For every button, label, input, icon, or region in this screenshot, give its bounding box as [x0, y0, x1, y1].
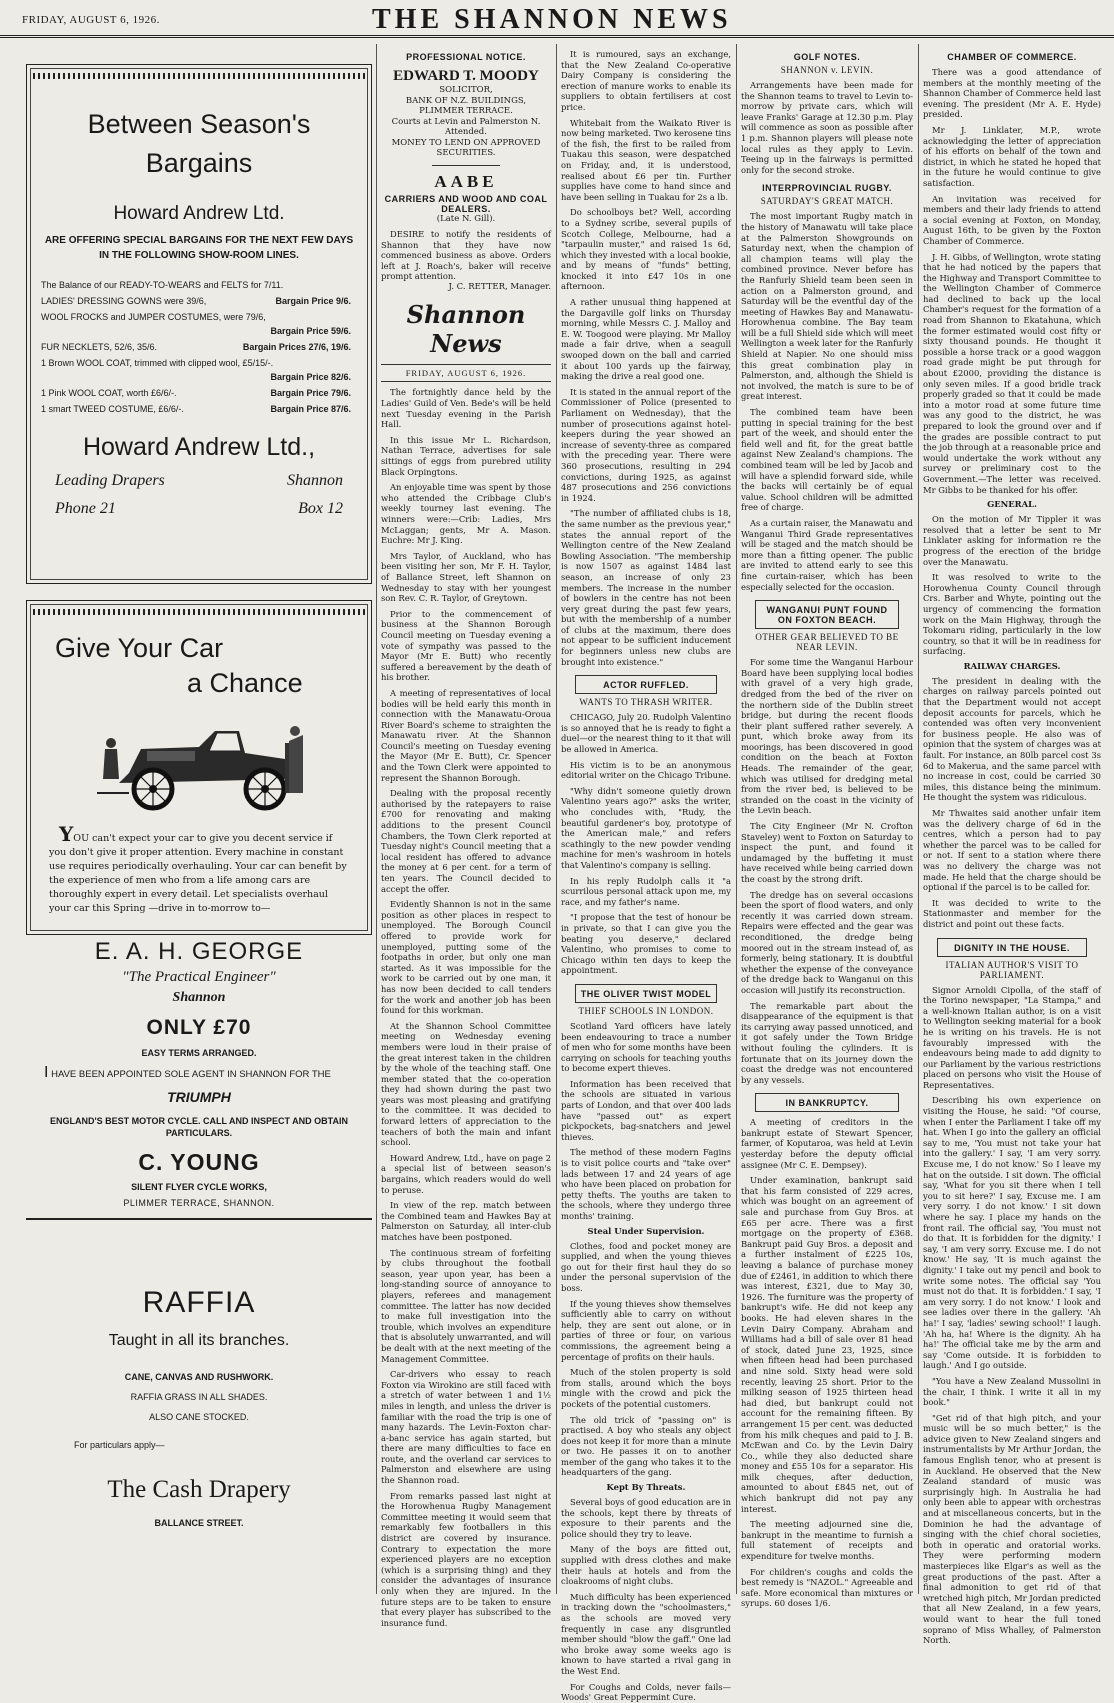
news-paragraph: There was a good attendance of members at the monthly meeting of the Shannon Chamber of Commerce held last evening. The president (Mr A. E. Hyde) presided.	[923, 67, 1101, 120]
news-paragraph: The most important Rugby match in the history of Manawatu will take place at the Palmerston Showgrounds on Saturday next, when the champion of all champion teams will play the combined province. Never before has the Ranfurly Shield team been seen in action on a Palmerston ground, and Saturday will be the eventful day of the meeting of Hawkes Bay and Manawatu-Horowhenua combine. The Bay team will be a full Shield side which will meet Wellington a week later for the Ranfurly Shield at Napier. No one should miss this great combination play in Palmerston, and, although the Shield is not involved, the match is sure to be of great interest.	[741, 211, 913, 402]
news-paragraph: The continuous stream of forfeiting by clubs throughout the football season, year upon year, has been a long-standing source of annoyance to players, referees and management committee. The latter has now decided to make full investigation into the trouble, which involves an expenditure that is absolutely unwarranted, and will be dealt with at the next meeting of the Management Committee.	[381, 1247, 551, 1364]
news-paragraph: Mrs Taylor, of Auckland, who has been visiting her son, Mr F. H. Taylor, of Ballance Street, left Shannon on Wednesday to stay with her youngest son Rev. C. R. Taylor, of Greytown.	[381, 550, 551, 604]
bargain-price: Bargain Prices 27/6, 19/6.	[242, 342, 351, 352]
news-paragraph: Dealing with the proposal recently authorised by the ratepayers to raise £700 for renovating and making additions to the present Council Chambers, the Town Clerk reported at Tuesday night's Council meeting that a local resident has offered to advance the money at 6 per cent. for a term of ten years. The Council decided to accept the offer.	[381, 788, 551, 894]
news-paragraph: It was decided to write to the Stationmaster and member for the district and point out these facts.	[923, 897, 1101, 929]
news-paragraph: The meeting adjourned sine die, bankrupt in the meantime to furnish a full statement of receipts and expenditure for twelve months.	[741, 1519, 913, 1562]
news-paragraph: "You have a New Zealand Mussolini in the chair, I think. I write it all in my book."	[923, 1375, 1101, 1408]
news-paragraph: J. H. Gibbs, of Wellington, wrote stating that he had noticed by the papers that the Highway and Transport Committee to the Wellington Chamber of Commerce had declined to back up the local Chamber's request for the formation of a road from Shannon to Ekatahuna, which the former estimated would cost fifty or sixty thousand pounds. He thought it possible a horse track or a good waggon road grade might be put through for about £2000, providing the distance is only seven miles. If a good bridle track properly graded so that it could be made into a motor road at some future time was any good to the district, he was prepared to look the ground over and if the grades are possible contract to put the job through at a reasonable price and would undertake the work without any survey or preliminary cost to the Government.—The letter was received. Mr Gibbs to be thanked for his offer.	[923, 251, 1101, 495]
advertiser-tagline: "The Practical Engineer"	[122, 969, 276, 985]
advertisements-column	[16, 48, 372, 1594]
notice-line: (Late N. Gill).	[436, 213, 496, 224]
article-heading-box	[575, 984, 717, 1003]
bargain-item-text: LADIES' DRESSING GOWNS were 39/6,	[41, 296, 207, 306]
news-paragraph: The fortnightly dance held by the Ladies' Guild of Ven. Bede's will be held next Tuesday evening in the Parish Hall.	[381, 387, 551, 430]
bargain-list	[41, 277, 357, 417]
bargain-item-text: 1 Pink WOOL COAT, worth £6/6/-.	[41, 388, 177, 398]
bargain-item	[41, 355, 357, 385]
news-paragraph: It is stated in the annual report of the Commissioner of Police (presented to Parliament on Wednesday), that the number of prosecutions against hotel-keepers during the year showed an increase of seventy-three as compared with the preceding year. There were 360 prosecutions, resulting in 294 convictions, during 1925, as against 487 prosecutions and 256 convictions in 1924.	[561, 386, 731, 503]
news-paragraph: Prior to the commencement of business at the Shannon Borough Council meeting on Tuesday evening a vote of sympathy was passed to the Mayor (Mr E. Butt) who recently suffered a bereavement by the death of his brother.	[381, 608, 551, 683]
news-paragraph: Evidently Shannon is not in the same position as other places in respect to unemployed. The Borough Council offered to provide work for unemployed, putting some of the footpaths in order, but only one man started. As it was impossible for the work to be carried out by one man, it has now been decided to call tenders for the work and another job has been found for this workman.	[381, 899, 551, 1016]
news-paragraph: The remarkable part about the disappearance of the equipment is that its carrying away passed unnoticed, and it got safely under the Town Bridge without fouling the cylinders. It is fortunate that on its journey down the coast the dredge was not encountered by any vessels.	[741, 1000, 913, 1085]
car-service-advert	[26, 600, 372, 935]
notice-signature: J. C. RETTER, Manager.	[448, 281, 551, 292]
decorative-border	[33, 73, 365, 79]
news-column-2	[561, 44, 731, 1703]
news-paragraph: The City Engineer (Mr N. Crofton Staveley) went to Foxton on Saturday to inspect the punt, and found it undamaged by the buffeting it must have received while being carried down the coast by the strong drift.	[741, 821, 913, 884]
news-column-1	[381, 44, 551, 1628]
news-paragraph: In view of the rep. match between the Combined team and Hawkes Bay at Palmerston on Saturday, all inter-club matches have been postponed.	[381, 1200, 551, 1242]
bargain-item-text: FUR NECKLETS, 52/6, 35/6.	[41, 342, 158, 352]
news-paragraph: Arrangements have been made for the Shannon teams to travel to Levin to-morrow by private cars, which will leave Franks' Garage at 12.30 p.m. Play will commence as soon as possible after 1 p.m. Shannon players will please note local rules as they apply to Levin. Teeing up in the fairways is permitted only for the second stroke.	[741, 80, 913, 175]
car-advert-signature	[26, 938, 372, 1006]
bargain-price: Bargain Price 59/6.	[270, 326, 351, 336]
news-paragraph: Under examination, bankrupt said that his farm consisted of 229 acres, which was bought on an agreement of sale and purchase from Guy Bros. at £65 per acre. There was a first mortgage on the property of £368. Bankrupt paid Guy Bros. a deposit and a further instalment of £225 10s, leaving a balance of purchase money due of £2461, in addition to which there was interest, £321, due to May 30, 1926. The furniture was the property of bankrupt's wife. He did not keep any books. He had eleven shares in the Levin Dairy Company. Abraham and Williams had a bill of sale over 81 head of stock, dated June 23, 1925, since when fifteen head had been purchased and nine sold. Sixty head were sold recently, leaving 25 short. Prior to the milking season of 1925 thirteen head had died, but bankrupt could not account for the remaining fifteen. By arrangement 15 per cent. was deducted from his milk cheques and paid to J. B. McEwan and Co. by the Levin Dairy Co., while they also deducted share money and £55 10s for a separator. His milk cheques, after deduction, amounted to about £845 net, out of which bankrupt did not pay any interest.	[741, 1175, 913, 1514]
advert-line: CANE, CANVAS AND RUSHWORK.	[124, 1372, 274, 1382]
article-heading: GOLF NOTES.	[793, 52, 861, 62]
carrier-name: AABE	[434, 171, 498, 191]
news-paragraph: Signor Arnoldi Cipolla, of the staff of the Torino newspaper, "La Stampa," and a well-known Italian author, is on a visit to Wellington seeking material for a book he is writing on his travels. He is not favourably impressed with the endeavours being made to add dignity to our Parliament by the various restrictions placed on persons who visit the House of Representatives.	[923, 984, 1101, 1090]
advert-detail-row	[55, 500, 343, 528]
news-paragraph: "The number of affiliated clubs is 18, the same number as the previous year," states the annual report of the Wellington centre of the New Zealand Bowling Association. "The membership is now 1507 as against 1484 last season, an increase of only 23 members. The increase in the number of bowlers in the centre has not been very great during the past few years, but with the membership of a number of clubs at the maximum, there does not appear to be sufficient inducement for beginners unless new clubs are brought into existence."	[561, 508, 731, 667]
news-paragraph: Information has been received that the schools are situated in various parts of London, and that over 400 lads have "passed out" as expert pickpockets, bag-snatchers and jewel thieves.	[561, 1078, 731, 1142]
article-subheading: ITALIAN AUTHOR'S VISIT TO PARLIAMENT.	[945, 959, 1079, 980]
masthead	[0, 0, 1114, 38]
advert-brand: TRIUMPH	[167, 1089, 231, 1105]
news-paragraph: "Get rid of that high pitch, and your music will be so much better," is the advice given to New Zealand singers and instrumentalists by Mr Arthur Jordan, the famous English tenor, who at present is in Auckland. He observed that the New Zealand standard of music was surprisingly high. In Australia he had only been able to appear with orchestras and at miscellaneous concerts, but in the Dominion he had the advantage of singing with the chief choral societies, both in operatic and oratorial works. They were performing modern masterpieces like Elgar's as well as the great productions of the past. After a final admonition to get rid of that wretched high pitch, Mr Jordan predicted that all New Zealand, in a few years, would want to hear the full toned soprano of Miss Whalley, of Palmerston North.	[923, 1412, 1101, 1646]
bargain-item	[41, 385, 357, 401]
news-paragraph: A meeting of representatives of local bodies will be held early this month in connection with the Manawatu-Oroua River Board's scheme to straighten the Manawatu river. At the Shannon Council's meeting on Tuesday evening the Mayor (Mr E. Butt), Cr. Spencer and the Town Clerk were appointed to represent the Shannon Borough.	[381, 687, 551, 783]
drop-cap: I	[44, 1064, 49, 1081]
advertiser-address: PLIMMER TERRACE, SHANNON.	[123, 1198, 275, 1208]
notice-text: DESIRE to notify the residents of Shannon that they have now commenced business as above. Orders left at J. Roach's, baker will receive prompt attention.	[381, 229, 551, 282]
advert-terms: EASY TERMS ARRANGED.	[141, 1048, 257, 1058]
raffia-advert	[26, 1286, 372, 1528]
bargain-price: Bargain Price 82/6.	[270, 372, 351, 382]
notice-line: MONEY TO LEND ON APPROVED SECURITIES.	[391, 137, 541, 158]
column-rule	[736, 44, 737, 1594]
article-subheading: SATURDAY'S GREAT MATCH.	[760, 196, 894, 207]
advert-body-copy: HAVE BEEN APPOINTED SOLE AGENT IN SHANNON FOR THE	[48, 1069, 331, 1080]
advert-detail-row	[55, 472, 343, 500]
bargain-price: Bargain Price 79/6.	[270, 388, 351, 398]
bargain-item	[41, 309, 357, 339]
advert-line: RAFFIA GRASS IN ALL SHADES.	[130, 1392, 268, 1402]
advert-heading: a Chance	[187, 668, 303, 698]
masthead-date: FRIDAY, AUGUST 6, 1926.	[22, 14, 160, 26]
advert-phone: Phone 21	[55, 500, 116, 517]
bargain-item-text: The Balance of our READY-TO-WEARS and FELTS for 7/11.	[41, 280, 284, 290]
notice-line: Courts at Levin and Palmerston N. Attended.	[391, 116, 541, 137]
advertiser-town: Shannon	[172, 990, 226, 1005]
bargain-price: Bargain Price 9/6.	[275, 296, 351, 306]
column-rule	[918, 44, 919, 1594]
article-heading-box	[575, 675, 717, 694]
news-paragraph: Mr J. Linklater, M.P., wrote acknowledging the letter of appreciation of his efforts on behalf of the town and district, in which he stated he hoped that in the future he would continue to give satisfaction.	[923, 124, 1101, 188]
advert-body-text: ENGLAND'S BEST MOTOR CYCLE. CALL AND INSPECT AND OBTAIN PARTICULARS.	[50, 1116, 348, 1138]
article-subheading: THIEF SCHOOLS IN LONDON.	[578, 1005, 714, 1016]
advertiser-name: C. YOUNG	[138, 1149, 260, 1175]
decorative-border	[33, 609, 365, 615]
notice-line: BANK OF N.Z. BUILDINGS,	[405, 95, 527, 106]
news-paragraph: Do schoolboys bet? Well, according to a Sydney scribe, several pupils of Scotch College, Melbourne, had a "tarpaulin muster," and raised 1s 6d, which they invested with a local bookie, and by means of "funds" betting, knocked it into £47 10s in one afternoon.	[561, 207, 731, 292]
advert-price-heading: ONLY £70	[146, 1016, 252, 1039]
advert-firm-name: Howard Andrew Ltd.,	[82, 433, 316, 461]
news-paragraph: Car-drivers who essay to reach Foxton via Wirokino are still faced with a stretch of water between 1 and 1½ miles in length, and unless the driver is familiar with the road the trip is one of many hazards. The Levin-Foxton char-a-banc service has again started, but there are many difficulties to face en route, and the overland car services to Palmerston and elsewhere are using the Shannon road.	[381, 1369, 551, 1486]
news-paragraph: Scotland Yard officers have lately been endeavouring to trace a number of men who for some months have been carrying on schools for teaching youths to become expert thieves.	[561, 1020, 731, 1074]
news-paragraph: The old trick of "passing on" is practised. A boy who steals any object does not keep it for more than a minute or two. He passes it on to another member of the gang who takes it to the headquarters of the gang.	[561, 1414, 731, 1478]
news-paragraph: A meeting of creditors in the bankrupt estate of Stewart Spencer, farmer, of Koputaroa, was held at Levin yesterday before the deputy official assignee (Mr C. E. Dempsey).	[741, 1117, 913, 1170]
news-paragraph: As a curtain raiser, the Manawatu and Wanganui Third Grade representatives will be staged and the match should be more than a fitting opener. The public are invited to attend early to see this fine curtain-raiser, which has been especially selected for the occasion.	[741, 517, 913, 592]
advert-body-copy: OU can't expect your car to give you decent service if you don't give it proper attention. Every machine in constant use requires periodically overhauling. Your car can benefit by the experience of men who from a life among cars are thoroughly expert in every detail. Let specialists overhaul your car this Spring —drive in to-morrow to—	[49, 833, 347, 914]
article-heading-box	[755, 1093, 899, 1112]
news-paragraph: "I propose that the test of honour be in private, so that I can give you the beating you deserve," declared Valentino, who promises to come to Chicago within ten days to keep the appointment.	[561, 912, 731, 976]
news-column-4	[923, 44, 1101, 1646]
article-sidehead: Kept By Threats.	[606, 1482, 686, 1493]
news-paragraph: It was resolved to write to the Horowhenua County Council through Crs. Barber and Whyte, pointing out the urgency of commencing the formation work on the Main Highway, through the Tokomaru riding, particularly in the low country, so that it will be in readiness for surfacing.	[923, 572, 1101, 657]
news-paragraph: If the young thieves show themselves sufficiently able to carry on without help, they are sent out alone, or in parties of three or four, on various commissions, the agreement being a percentage of profits on their hauls.	[561, 1298, 731, 1362]
bargain-price: Bargain Price 87/6.	[270, 404, 351, 414]
article-heading: WANGANUI PUNT FOUND ON FOXTON BEACH.	[766, 605, 888, 626]
news-paragraph: A rather unusual thing happened at the Dargaville golf links on Thursday morning, while Messrs C. J. Malloy and E. W. Toogood were playing. Mr Malloy made a fair drive, when a seagull swooped down on the ball and carried it about 100 yards up the fairway, making the drive a real good one.	[561, 297, 731, 382]
news-paragraph: Describing his own experience on visiting the House, he said: "Of course, when I enter the Parliament I take off my hat. When I go into the gallery an official say to me, 'You must not take your hat into the gallery.' I say, 'I am very sorry. Excuse me, I do not know.' So I leave my hat on the outside. I sit down. The official say, 'What for you sit there when I tell you to sit here?' I say, Excuse me. I am very sorry. I do not know.' I sit down where he say. I place my hands on the front rail. The official say, 'You must not do that. It is forbidden for the dignity.' I say, 'I am very sorry. Excuse me. I do not know.' He say, 'It is much against the dignity.' I take out my pencil and book to write some notes. The official say 'You must not do that. It is forbidden.' I say, 'I am very sorry. I do not know.' I look and see ladies over there in the gallery. 'Ah ha!' I say, 'ladies' sewing school!' I laugh. 'Ah ha, ha! Where is the dignity. Ah ha ha!' The official take me by the arm and say 'Come outside. It is forbidden to laugh.' And I go outside.	[923, 1095, 1101, 1371]
advert-body-text	[49, 822, 349, 916]
bargain-item	[41, 339, 357, 355]
advertiser-name: The Cash Drapery	[107, 1476, 291, 1503]
solicitor-name: EDWARD T. MOODY	[393, 68, 539, 84]
news-column-3	[741, 44, 913, 1609]
article-heading: CHAMBER OF COMMERCE.	[947, 52, 1077, 62]
issue-dateline: FRIDAY, AUGUST 6, 1926.	[381, 364, 551, 382]
news-paragraph: The dredge has on several occasions been the sport of flood waters, and only recently it was carried down stream. Repairs were effected and the gear was reconditioned, the dredge being moored out in the stream instead of, as formerly, being stationary. It is doubtful whether the expense of the conveyance of the dredge back to Wanganui on this occasion will justify its reconstruction.	[741, 889, 913, 995]
advert-heading: Give Your Car	[55, 633, 224, 663]
advertiser-name: E. A. H. GEORGE	[94, 938, 304, 965]
article-heading-box	[755, 600, 899, 629]
article-heading: THE OLIVER TWIST MODEL	[580, 988, 712, 999]
advert-body-text	[44, 1066, 354, 1081]
advert-box: Box 12	[298, 500, 343, 517]
news-paragraph: His victim is to be an anonymous editorial writer on the Chicago Tribune.	[561, 759, 731, 781]
bargain-item-text: WOOL FROCKS and JUMPER COSTUMES, were 79/6,	[41, 312, 266, 322]
news-paragraph: Much difficulty has been experienced in tracking down the "schoolmasters," as the schools are moved very frequently in case any disgruntled member should "blow the gaff." One lad who broke away some weeks ago is known to have started a rival gang in the West End.	[561, 1591, 731, 1676]
divider	[432, 165, 500, 166]
drop-cap: Y	[59, 822, 74, 846]
news-paragraph: "Why didn't someone quietly drown Valentino years ago?" asks the writer, who concludes with, "Rudy, the beautiful gardener's boy, prototype of the American male," and refers scathingly to the new powder vending machine for men's washroom in hotels that Valentino's company is selling.	[561, 785, 731, 870]
footer-advert-line: For children's coughs and colds the best remedy is "NAZOL." Agreeable and safe. More economical than mixtures or syrups. 60 doses 1/6.	[741, 1566, 913, 1609]
news-paragraph: Mr Thwaites said another unfair item was the delivery charge of 6d in the centres, which a person had to pay whether the parcel was to be called for or not. If sent to a station where there was no delivery the charge was not made. He held that the charge should be optional if the parcel is to be called for.	[923, 808, 1101, 893]
news-paragraph: From remarks passed last night at the Horowhenua Rugby Management Committee meeting it would seem that remarkably few footballers in this district are covered by insurance. Contrary to expectation the more experienced players are no exception (which is a surprising thing) and they consider the advantages of insurance only when they are injured. In the future steps are to be taken to ensure that every player has subscribed to the insurance fund.	[381, 1490, 551, 1628]
article-sidehead: GENERAL.	[987, 499, 1037, 510]
news-paragraph: For some time the Wanganui Harbour Board have been supplying local bodies with gravel of a very high grade, dredged from the bed of the river on the northern side of the Dublin street bridge, but during the recent floods their plant suffered rather severely. A punt, which broke away from its moorings, has been discovered in good condition on the beach at Foxton Heads. The remainder of the gear, which was utilised for dredging metal from the river bed, is believed to be stranded on the coast in the vicinity of the Levin beach.	[741, 657, 913, 816]
bargain-item	[41, 277, 357, 293]
masthead-title: THE SHANNON NEWS	[372, 4, 732, 35]
news-paragraph: Whitebait from the Waikato River is now being marketed. Two kerosene tins of the fish, the first to be railed from Tuakau this season, were despatched on Friday, and, it is understood, realised about £6 per tin. Further supplies have come to hand since and have been selling in Tuakau for 2s a lb.	[561, 117, 731, 202]
section-heading: PROFESSIONAL NOTICE.	[406, 52, 526, 62]
advert-town: Shannon	[287, 472, 343, 489]
advert-heading: RAFFIA	[142, 1286, 256, 1319]
bargain-item	[41, 401, 357, 417]
notice-line: SOLICITOR,	[439, 85, 493, 95]
news-paragraph: Many of the boys are fitted out, supplied with dress clothes and make their hauls at hotels and from the cloakrooms of night clubs.	[561, 1544, 731, 1587]
bargain-item	[41, 293, 357, 309]
news-paragraph: An enjoyable time was spent by those who attended the Cribbage Club's weekly tourney last evening. The winners were:—Crib: Ladies, Mrs McLaggan; gents, Mr A. Mason. Euchre: Mr J. King.	[381, 482, 551, 546]
article-sidehead: Steal Under Supervision.	[587, 1225, 705, 1236]
advert-offer-text: ARE OFFERING SPECIAL BARGAINS FOR THE NEXT FEW DAYS IN THE FOLLOWING SHOW-ROOM LINES.	[44, 235, 354, 261]
news-paragraph: Clothes, food and pocket money are supplied, and when the young thieves go out for their first haul they do so under the personal supervision of the boss.	[561, 1240, 731, 1293]
news-paragraph: In his reply Rudolph calls it "a scurrilous personal attack upon me, my race, and my father's name.	[561, 875, 731, 907]
article-heading: DIGNITY IN THE HOUSE.	[954, 942, 1070, 953]
news-paragraph: CHICAGO, July 20. Rudolph Valentino is so annoyed that he is ready to fight a duel—or the nearest thing to it that will be allowed in America.	[561, 712, 731, 755]
news-paragraph: It is rumoured, says an exchange, that the New Zealand Co-operative Dairy Company is considering the erection of manure works to enable its suppliers to obtain fertilisers at cost price.	[561, 49, 731, 112]
news-paragraph: In this issue Mr L. Richardson, Nathan Terrace, advertises for sale sittings of eggs from purebred utility Black Orpingtons.	[381, 434, 551, 477]
news-paragraph: Howard Andrew, Ltd., have on page 2 a special list of between season's bargains, which readers would do well to peruse.	[381, 1152, 551, 1195]
article-subheading: OTHER GEAR BELIEVED TO BE NEAR LEVIN.	[755, 632, 899, 653]
column-rule	[556, 44, 557, 1594]
news-paragraph: At the Shannon School Committee meeting on Wednesday evening members were loud in their praise of the great interest taken in the children by the whole of the teaching staff. One member stated that the co-operation they had shown during the past two years was most pleasing and gratifying to the committee. It was decided to forward letters of appreciation to the teachers of both the main and infant school.	[381, 1020, 551, 1148]
article-heading: INTERPROVINCIAL RUGBY.	[762, 183, 892, 194]
newspaper-logo: Shannon News	[406, 300, 526, 359]
advert-heading: Between Season's	[87, 109, 311, 139]
bargain-item-text: 1 smart TWEED COSTUME, £6/6/-.	[41, 404, 184, 414]
article-subheading: SHANNON v. LEVIN.	[780, 65, 874, 75]
news-paragraph: An invitation was received for members and their lady friends to attend a social evening at Foxton, on Monday, August 16th, to be given by the Foxton Chamber of Commerce.	[923, 193, 1101, 246]
advert-line: For particulars apply—	[74, 1440, 165, 1450]
advert-line: ALSO CANE STOCKED.	[149, 1412, 249, 1422]
news-paragraph: On the motion of Mr Tippler it was resolved that a letter be sent to Mr Linklater asking for information re the progress of the erection of the bridge over the Manawatu.	[923, 514, 1101, 567]
news-paragraph: The president in dealing with the charges on railway parcels pointed out that the Department would not accept deposit accounts for parcels, which he contended was often very inconvenient for business people. He also was of opinion that the system of charges was at fault. For instance, an 80lb parcel cost 3s 6d to Makerua, and the same parcel with no increase in cost, could be carried 30 miles, this distance being the minimum. He thought the system was ridiculous.	[923, 675, 1101, 803]
advertiser-address: BALLANCE STREET.	[154, 1518, 244, 1528]
article-sidehead: RAILWAY CHARGES.	[963, 660, 1061, 671]
advertiser-works: SILENT FLYER CYCLE WORKS,	[131, 1182, 267, 1192]
advert-subheading: Taught in all its branches.	[108, 1332, 290, 1349]
notice-line: PLIMMER TERRACE.	[419, 106, 513, 116]
article-heading-box	[937, 938, 1087, 957]
advert-leading: Leading Drapers	[55, 472, 165, 489]
bargain-item-text: 1 Brown WOOL COAT, trimmed with clipped wool, £5/15/-.	[41, 358, 274, 368]
howard-andrew-advert	[26, 64, 372, 584]
article-heading: ACTOR RUFFLED.	[603, 680, 689, 691]
article-subheading: WANTS TO THRASH WRITER.	[579, 697, 713, 708]
divider	[26, 1218, 372, 1220]
motor-car-illustration	[89, 713, 309, 817]
news-paragraph: Much of the stolen property is sold from stalls, around which the boys mingle with the crowd and pick the pockets of the potential customers.	[561, 1367, 731, 1409]
article-heading: IN BANKRUPTCY.	[785, 1098, 869, 1109]
notice-subheading: CARRIERS AND WOOD AND COAL DEALERS.	[384, 193, 548, 214]
news-paragraph: Several boys of good education are in the schools, kept there by threats of exposure to their parents and the police should they try to leave.	[561, 1497, 731, 1539]
advert-firm-name: Howard Andrew Ltd.	[113, 203, 285, 224]
column-rule	[376, 44, 377, 1594]
advert-heading: Bargains	[145, 148, 253, 178]
news-paragraph: The combined team have been putting in special training for the best part of the week, and should enter the field well and fit, for the great battle against New Zealand's champions. The combined team will be led by Jacob and will have a splendid forward side, while the backs will certainly be of equal value. School children will be admitted free of charge.	[741, 407, 913, 513]
footer-advert-line: For Coughs and Colds, never fails—Woods' Great Peppermint Cure.	[561, 1681, 731, 1703]
news-paragraph: The method of these modern Fagins is to visit police courts and "take over" lads between 17 and 24 years of age who have been placed on probation for petty thefts. The youths are taken to the schools, where they undergo three months' training.	[561, 1147, 731, 1221]
triumph-motorcycle-advert	[26, 1016, 372, 1220]
